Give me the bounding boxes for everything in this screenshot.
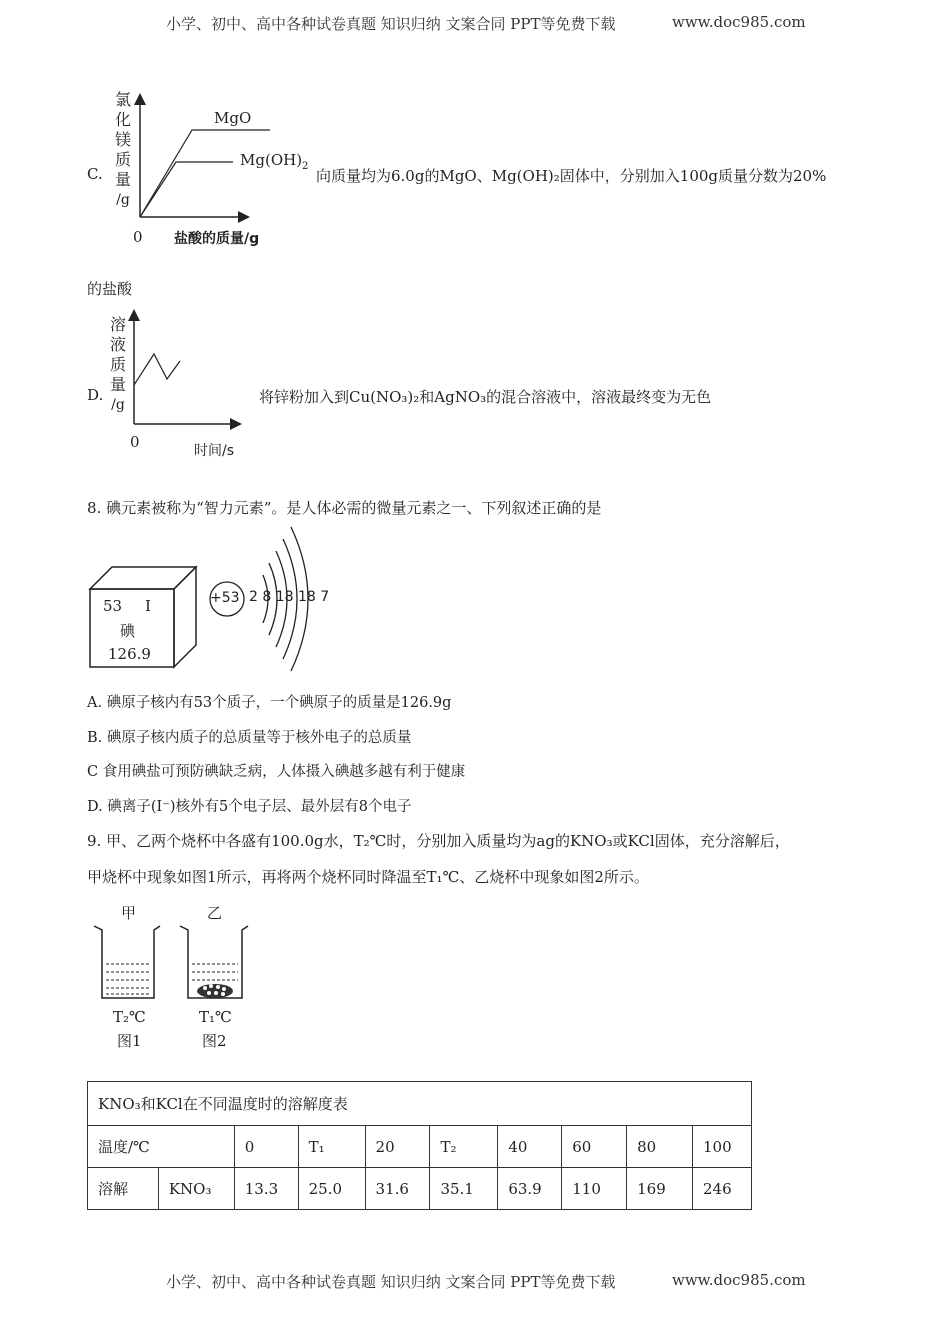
header-url[interactable]: www.doc985.com <box>672 13 806 31</box>
temp-header: 温度/℃ <box>88 1126 235 1168</box>
element-name: 碘 <box>120 622 136 640</box>
solubility-group-label: 溶解 <box>88 1168 159 1210</box>
option-d-xlabel: 时间/s <box>194 443 235 459</box>
q8-option-c[interactable]: C 食用碘盐可预防碘缺乏病，人体摄入碘越多越有利于健康 <box>87 764 466 780</box>
mg-oh2-label: $Mg(OH)_2$ <box>240 151 309 172</box>
option-c-text-cont: 的盐酸 <box>87 280 133 298</box>
table-cell: 110 <box>562 1168 627 1210</box>
solution-mass-line <box>134 354 180 385</box>
header-text: 小学、初中、高中各种试卷真题 知识归纳 文案合同 PPT等免费下载 <box>166 15 616 33</box>
q8-option-d[interactable]: D. 碘离子(I⁻)核外有5个电子层、最外层有8个电子 <box>87 799 412 815</box>
beaker2-label: 乙 <box>207 904 223 922</box>
table-cell: 25.0 <box>298 1168 365 1210</box>
q9-line1: 9. 甲、乙两个烧杯中各盛有100.0g水，T₂℃时，分别加入质量均为ag的KNO₃或KCl固体，充分溶解后， <box>87 832 790 850</box>
kno3-label: KNO₃ <box>158 1168 234 1210</box>
option-c-letter: C. <box>87 165 103 183</box>
table-cell: 40 <box>498 1126 562 1168</box>
table-cell: 13.3 <box>234 1168 298 1210</box>
table-cell: T₁ <box>298 1126 365 1168</box>
option-d-text: 将锌粉加入到Cu(NO₃)₂和AgNO₃的混合溶液中，溶液最终变为无色 <box>259 388 712 406</box>
table-title-row <box>88 1082 752 1126</box>
element-number: 53 <box>103 597 123 615</box>
mg-oh2-line <box>140 162 233 217</box>
shell-electrons: 2 8 18 18 7 <box>249 589 330 605</box>
table-cell: 35.1 <box>430 1168 498 1210</box>
option-c-ylabel: 氯 化 镁 质 量 /g <box>114 90 131 208</box>
table-cell: 169 <box>627 1168 693 1210</box>
footer-url[interactable]: www.doc985.com <box>672 1271 806 1289</box>
option-d-origin: 0 <box>130 433 140 451</box>
table-cell: 246 <box>693 1168 752 1210</box>
nucleus-charge: +53 <box>210 590 240 606</box>
element-mass: 126.9 <box>108 645 151 663</box>
table-cell: 80 <box>627 1126 693 1168</box>
q8-option-a[interactable]: A. 碘原子核内有53个质子，一个碘原子的质量是126.9g <box>87 695 452 711</box>
q8-option-b[interactable]: B. 碘原子核内质子的总质量等于核外电子的总质量 <box>87 730 412 746</box>
option-d-ylabel: 溶 液 质 量 /g <box>109 315 126 413</box>
beaker1-label: 甲 <box>121 904 137 922</box>
solubility-table <box>87 1081 752 1210</box>
footer-text: 小学、初中、高中各种试卷真题 知识归纳 文案合同 PPT等免费下载 <box>166 1273 616 1291</box>
beaker1-temp: T₂℃ <box>113 1008 146 1026</box>
option-c-origin: 0 <box>133 228 143 246</box>
table-cell: T₂ <box>430 1126 498 1168</box>
table-cell: 60 <box>562 1126 627 1168</box>
beaker-1 <box>94 926 160 998</box>
option-d-chart <box>108 305 258 440</box>
q8-stem: 8. 碘元素被称为“智力元素”。是人体必需的微量元素之一、下列叙述正确的是 <box>87 499 602 517</box>
beakers-figure <box>90 922 265 1004</box>
table-cell: 100 <box>693 1126 752 1168</box>
mgo-line <box>140 130 270 217</box>
q9-line2: 甲烧杯中现象如图1所示，再将两个烧杯同时降温至T₁℃、乙烧杯中现象如图2所示。 <box>87 868 649 886</box>
table-cell: 63.9 <box>498 1168 562 1210</box>
fig2-caption: 图2 <box>202 1032 227 1050</box>
crystal-precipitate <box>197 984 233 998</box>
beaker2-temp: T₁℃ <box>199 1008 232 1026</box>
option-c-text: 向质量均为6.0g的MgO、Mg(OH)₂固体中，分别加入100g质量分数为20% <box>316 167 827 185</box>
option-d-letter: D. <box>87 386 104 404</box>
beaker-2 <box>180 926 248 998</box>
table-cell: 31.6 <box>365 1168 430 1210</box>
element-symbol: I <box>145 597 151 615</box>
table-cell: 20 <box>365 1126 430 1168</box>
fig1-caption: 图1 <box>117 1032 142 1050</box>
table-row <box>88 1168 752 1210</box>
table-cell: 0 <box>234 1126 298 1168</box>
table-row <box>88 1126 752 1168</box>
table-title: KNO₃和KCl在不同温度时的溶解度表 <box>88 1082 752 1126</box>
mgo-label: MgO <box>214 109 252 127</box>
option-c-xlabel: 盐酸的质量/g <box>174 231 260 247</box>
